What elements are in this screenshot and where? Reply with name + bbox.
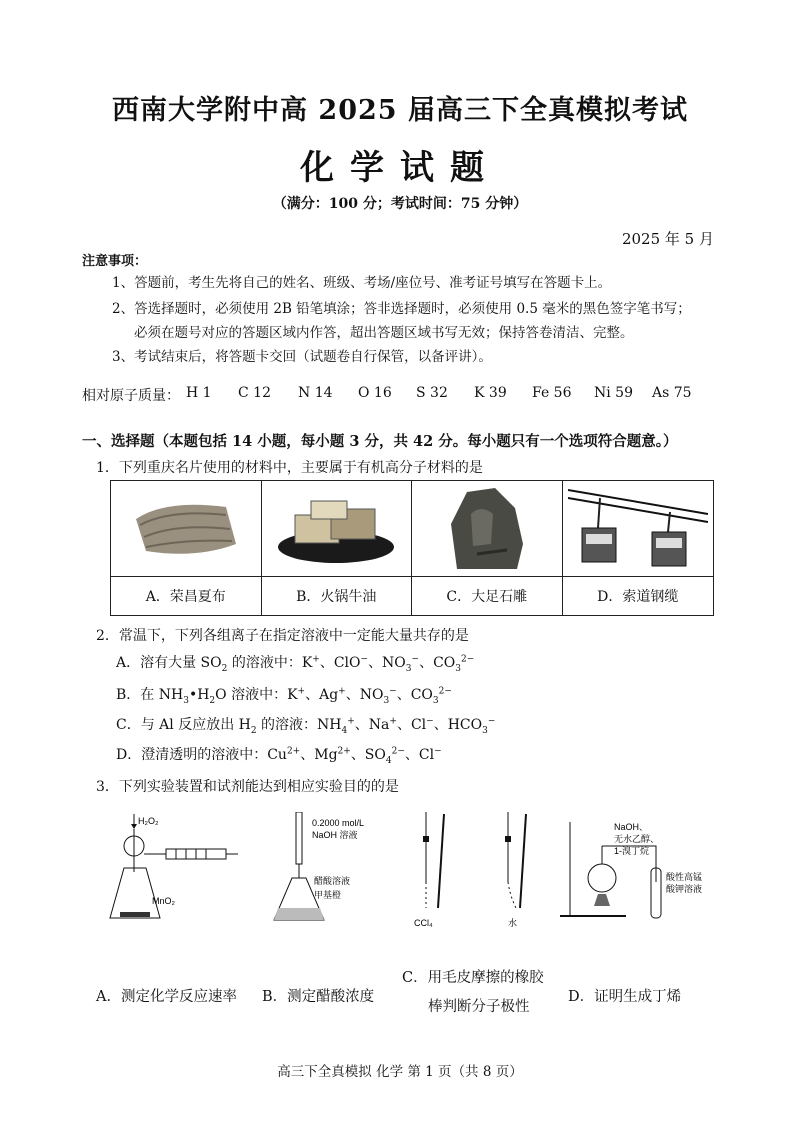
label-indicator: 甲基橙 — [314, 890, 342, 900]
notice-item-1: 1、答题前，考生先将自己的姓名、班级、考场/座位号、准考证号填写在答题卡上。 — [112, 275, 612, 291]
notice-item-3: 3、考试结束后，将答题卡交回（试题卷自行保管，以备评讲）。 — [112, 349, 492, 365]
label-reagent-3: 1-溴丁烷 — [614, 846, 650, 856]
label-reagent-1: NaOH、 — [614, 822, 649, 832]
q2-option-d: D．澄清透明的溶液中：$Cu^{2+}$、$Mg^{2+}$、$SO_4^{2-}$、Cl− — [116, 746, 442, 766]
q3-apparatus-figures — [96, 812, 736, 932]
mass-h: H 1 — [186, 385, 212, 401]
label-naoh-sol: NaOH 溶液 — [312, 830, 358, 840]
q3-option-d: D．证明生成丁烯 — [568, 989, 682, 1005]
q1-image-b-butter — [262, 481, 413, 577]
apparatus-b-titration — [274, 812, 364, 920]
exam-date: 2025 年 5 月 — [621, 230, 714, 248]
q3-option-a: A．测定化学反应速率 — [96, 989, 237, 1005]
label-kmno4-2: 酸钾溶液 — [666, 884, 703, 894]
q1-option-d: D．索道钢缆 — [597, 589, 679, 605]
label-kmno4-1: 酸性高锰 — [666, 872, 703, 882]
q3-stem: 3．下列实验装置和试剂能达到相应实验目的的是 — [96, 779, 399, 795]
q3-option-c: C．用毛皮摩擦的橡胶 — [402, 970, 544, 986]
notice-item-2: 2、答选择题时，必须使用 2B 铅笔填涂；答非选择题时，必须使用 0.5 毫米的黑色签字笔书写； — [112, 301, 691, 317]
atomic-masses — [82, 385, 702, 405]
q1-stem: 1．下列重庆名片使用的材料中，主要属于有机高分子材料的是 — [96, 460, 483, 476]
mass-k: K 39 — [474, 385, 507, 401]
exam-info: （满分：100 分；考试时间：75 分钟） — [272, 196, 528, 212]
apparatus-c-polarity — [414, 812, 526, 928]
page-footer: 高三下全真模拟 化学 第 1 页（共 8 页） — [277, 1064, 523, 1080]
mass-ni: Ni 59 — [594, 385, 633, 401]
mass-c: C 12 — [238, 385, 271, 401]
school-title: 西南大学附中高 2025 届高三下全真模拟考试 — [112, 95, 688, 126]
label-h2o2: H₂O₂ — [138, 816, 159, 826]
notice-heading: 注意事项： — [82, 254, 148, 269]
mass-fe: Fe 56 — [532, 385, 572, 401]
label-reagent-2: 无水乙醇、 — [614, 834, 660, 844]
label-naoh-conc: 0.2000 mol/L — [312, 818, 365, 828]
label-mno2: MnO₂ — [152, 896, 175, 906]
q2-option-c: C．与 Al 反应放出 $H_2$ 的溶液：$NH_4^+$、Na+、Cl−、$HCO_3^-$ — [116, 716, 496, 736]
notice-item-2-cont: 必须在题号对应的答题区域内作答，超出答题区域书写无效；保持答卷清洁、完整。 — [134, 325, 634, 341]
q2-option-b: B．在 $NH_3•H_2O$ 溶液中：K+、Ag+、$NO_3^-$、$CO_3^{2-}$ — [116, 686, 452, 706]
section-heading: 一、选择题（本题包括 14 小题，每小题 3 分，共 42 分。每小题只有一个选项符合题意。） — [82, 433, 678, 450]
label-water: 水 — [508, 918, 518, 928]
q1-image-d-cable-car — [563, 481, 714, 577]
label-ccl4: CCl₄ — [414, 918, 433, 928]
q3-option-b: B．测定醋酸浓度 — [262, 989, 375, 1005]
mass-as: As 75 — [652, 385, 692, 401]
mass-n: N 14 — [298, 385, 333, 401]
mass-o: O 16 — [358, 385, 392, 401]
q1-image-table — [110, 480, 714, 616]
q1-option-c: C．大足石雕 — [412, 577, 563, 615]
q2-option-a: A．溶有大量 $SO_2$ 的溶液中：K+、ClO−、$NO_3^-$、$CO_3^{2-}$ — [116, 654, 475, 674]
subject-title: 化学试题 — [300, 148, 500, 188]
q3-option-c-cont: 棒判断分子极性 — [428, 999, 530, 1015]
q1-option-b: B．火锅牛油 — [262, 577, 413, 615]
q1-image-a-cloth — [111, 481, 262, 577]
q1-image-c-stone-carving — [412, 481, 563, 577]
mass-s: S 32 — [416, 385, 448, 401]
q1-option-a: A．荣昌夏布 — [111, 577, 262, 615]
apparatus-d-butene — [560, 822, 702, 918]
q2-stem: 2．常温下，下列各组离子在指定溶液中一定能大量共存的是 — [96, 628, 469, 644]
atomic-masses-label: 相对原子质量： — [82, 388, 180, 404]
label-acetic: 醋酸溶液 — [314, 876, 351, 886]
apparatus-a-reaction-rate — [110, 814, 238, 918]
